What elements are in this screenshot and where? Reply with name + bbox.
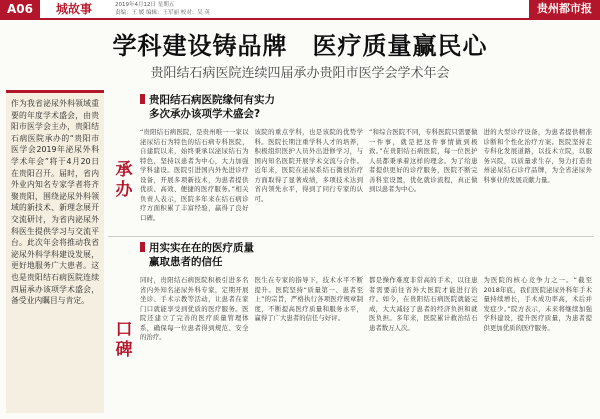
section2-col4: 为医院的核心竞争力之一。“截至2018年底，我们医院泌尿外科年手术量持续增长，手术成功率高，术后并发症少。”院方表示，未来将继续加强学科建设，提升医疗质量，为患者提供更加优质的医疗服务。 [483, 276, 592, 332]
section2-col2: 医生在专家的指导下，技术水平不断提升。医院坚持“质量第一、患者至上”的宗旨，严格执行各项医疗规章制度，不断提高医疗质量和服务水平，赢得了广大患者的信任与好评。 [254, 276, 363, 322]
header-meta [115, 1, 210, 17]
bullet-marker [140, 94, 145, 104]
section-divider [108, 236, 594, 237]
section2-title-line2: 赢取患者的信任 [149, 256, 223, 268]
subheadline: 贵阳结石病医院连续四届承办贵阳市医学会学术年会 [150, 66, 450, 81]
section2-columns [140, 276, 592, 414]
section2-title-line1: 用实实在在的医疗质量 [140, 241, 254, 255]
section1-columns [140, 128, 592, 232]
page-number: A06 [0, 0, 40, 18]
lead-text: 作为我省泌尿外科领域重要的年度学术盛会，由贵阳市医学会主办，贵阳结石病医院承办的“贵阳市医学会2019年泌尿外科学术年会”将于4月20日在贵阳召开。届时，省内外业内知名专家学者将齐聚贵阳，围绕泌尿外科领域的新技术、新理念展开交流研讨，为省内泌尿外科医生提供学习与交流平台。此次年会将推动我省泌尿外科学科建设发展，更好地服务广大患者。这也是贵阳结石病医院连续四届承办该项学术盛会，备受业内瞩目与肯定。 [11, 99, 99, 306]
section1-label: 承办 [115, 160, 133, 200]
headline: 学科建设铸品牌 医疗质量赢民心 [112, 32, 488, 60]
issue-date: 2019年4月12日 星期五 [115, 2, 175, 8]
section1-col3: “和综合医院不同，专科医院只需要做一件事，就是把这件事情做到极致。”在贵阳结石病医院，每一位医护人员都秉承着这样的理念。为了给患者提供更好的诊疗服务，医院不断完善科室设置，优化就诊流程，真正做到以患者为中心。 [369, 128, 478, 193]
column-name: 城故事 [56, 2, 93, 16]
page-header [0, 0, 600, 20]
editor-credits: 责编：王 媛 编辑：王军丽 校对：吴 英 [115, 10, 210, 16]
section2-label: 口碑 [115, 320, 133, 360]
lead-column [6, 90, 104, 413]
section2-title [140, 241, 254, 269]
section1-col1: “贵阳结石病医院，是贵州唯一一家以泌尿结石为特色的结石病专科医院，自建院以来，始终秉承以泌尿结石为特色，坚持以患者为中心，大力加强学科建设。医院引进国内外先进诊疗设备，开展多项新技术，为患者提供优质、高效、便捷的医疗服务。”相关负责人表示，医院多年来在结石病诊疗方面积累了丰富经验，赢得了良好口碑。 [140, 128, 249, 222]
section1-col4: 进的大型诊疗设备，为患者提供精准诊断和个性化治疗方案。医院坚持走专科化发展道路，以技术立院，以服务兴院，以质量求生存，努力打造贵州泌尿结石诊疗品牌，为全省泌尿外科事业的发展贡献力量。 [483, 128, 592, 184]
section1-title [140, 93, 275, 121]
section2-col1: 同时，贵阳结石病医院积极引进多名省内外知名泌尿外科专家，定期开展坐诊、手术示教等活动，让患者在家门口就能享受到优质的医疗服务。医院还建立了完善的医疗质量管理体系，确保每一位患者得到规范、安全的治疗。 [140, 276, 249, 341]
section1-title-line2: 多次承办该项学术盛会? [149, 108, 261, 120]
section1-title-line1: 贵阳结石病医院缘何有实力 [140, 93, 275, 107]
bullet-marker [140, 242, 145, 252]
section2-col3: 都是操作难度非常高的手术，以往患者需要前往省外大医院才能进行治疗。如今，在贵阳结石病医院就能完成，大大减轻了患者的经济负担和就医负担。多年来，医院累计救治结石患者数万人次。 [369, 276, 478, 332]
newspaper-brand: 贵州都市报 [529, 0, 600, 18]
section1-col2: 该院的重点学科，也是该院的优势学科。医院长期注重学科人才的培养，积极组织医护人员外出进修学习，与国内知名医院开展学术交流与合作。近年来，医院在泌尿系结石微创治疗方面取得了显著成绩，多项技术达到省内领先水平，得到了同行专家的认可。 [254, 128, 363, 203]
